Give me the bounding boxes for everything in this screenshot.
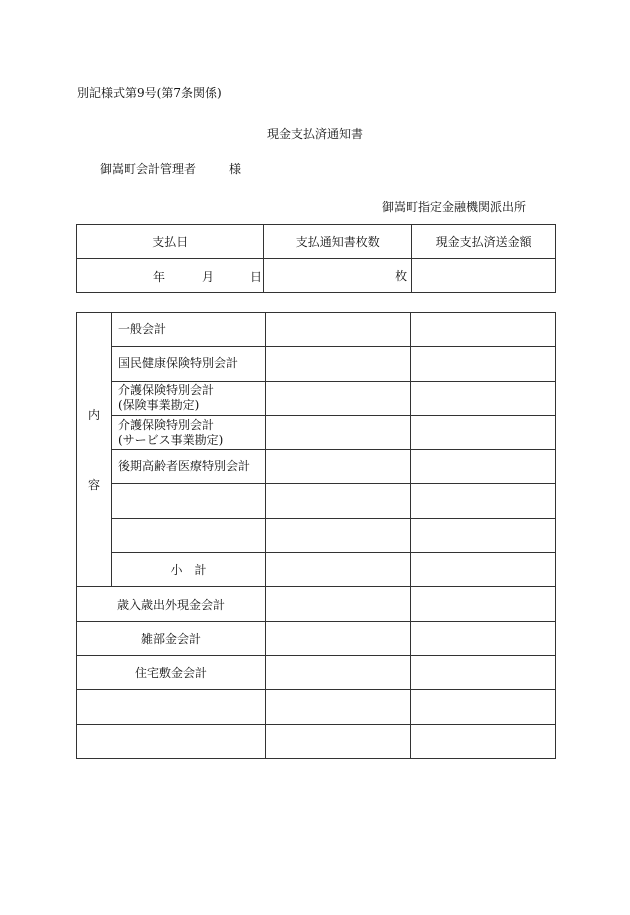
row-label-line2: (保険事業勘定) — [118, 398, 200, 413]
row-label-line2: (サービス事業勘定) — [118, 432, 224, 447]
row-label: 歳入歳出外現金会計 — [77, 587, 266, 621]
other-account-row — [77, 655, 556, 689]
form-number: 別記様式第9号(第7条関係) — [77, 86, 222, 100]
row-label: 雑部金会計 — [77, 621, 266, 655]
other-account-row — [77, 621, 556, 655]
payment-date-field[interactable] — [77, 259, 264, 293]
amount-cell[interactable] — [411, 655, 556, 689]
side-label-top: 内 — [87, 407, 100, 422]
addressee-name: 御嵩町会計管理者 — [100, 162, 197, 176]
amount-cell[interactable] — [411, 484, 556, 518]
header-amount: 現金支払済送金額 — [412, 225, 556, 259]
subtotal-label: 小 計 — [112, 553, 266, 587]
amount-cell[interactable] — [411, 553, 556, 587]
amount-cell[interactable] — [411, 724, 556, 758]
other-account-row — [77, 587, 556, 621]
count-cell[interactable] — [266, 587, 411, 621]
detail-row — [77, 450, 556, 484]
detail-row — [77, 347, 556, 381]
amount-cell[interactable] — [411, 381, 556, 415]
row-label[interactable] — [77, 724, 266, 758]
amount-cell[interactable] — [411, 415, 556, 449]
count-cell[interactable] — [266, 415, 411, 449]
row-label: 一般会計 — [112, 313, 266, 347]
document-title: 現金支払済通知書 — [266, 127, 363, 141]
row-label[interactable] — [112, 484, 266, 518]
count-cell[interactable] — [266, 450, 411, 484]
count-unit: 枚 — [395, 269, 408, 283]
row-label-line1: 介護保険特別会計 — [118, 417, 215, 432]
header-payment-date: 支払日 — [77, 225, 264, 259]
header-notice-count: 支払通知書枚数 — [264, 225, 412, 259]
amount-cell[interactable] — [411, 690, 556, 724]
count-cell[interactable] — [266, 690, 411, 724]
honorific: 様 — [229, 162, 242, 176]
row-label: 住宅敷金会計 — [77, 655, 266, 689]
count-cell[interactable] — [266, 381, 411, 415]
other-account-row — [77, 724, 556, 758]
count-cell[interactable] — [266, 484, 411, 518]
amount-field[interactable] — [412, 259, 556, 293]
detail-row — [77, 381, 556, 415]
row-label[interactable] — [112, 518, 266, 552]
subtotal-row — [77, 553, 556, 587]
amount-cell[interactable] — [411, 313, 556, 347]
row-label — [112, 415, 266, 449]
summary-table — [76, 224, 556, 293]
row-label[interactable] — [77, 690, 266, 724]
detail-row — [77, 415, 556, 449]
sender: 御嵩町指定金融機関派出所 — [381, 200, 526, 214]
row-label — [112, 381, 266, 415]
row-label-line1: 介護保険特別会計 — [118, 383, 215, 398]
amount-cell[interactable] — [411, 621, 556, 655]
summary-header-row — [77, 225, 556, 259]
amount-cell[interactable] — [411, 587, 556, 621]
count-cell[interactable] — [266, 347, 411, 381]
row-label: 後期高齢者医療特別会計 — [112, 450, 266, 484]
amount-cell[interactable] — [411, 450, 556, 484]
detail-row — [77, 484, 556, 518]
detail-row — [77, 518, 556, 552]
contents-side-label — [77, 313, 112, 587]
other-account-row — [77, 690, 556, 724]
count-cell[interactable] — [266, 621, 411, 655]
summary-entry-row — [77, 259, 556, 293]
year-label: 年 — [153, 270, 166, 284]
detail-row — [77, 313, 556, 347]
detail-table — [76, 312, 556, 759]
amount-cell[interactable] — [411, 347, 556, 381]
amount-cell[interactable] — [411, 518, 556, 552]
row-label: 国民健康保険特別会計 — [112, 347, 266, 381]
count-cell[interactable] — [266, 655, 411, 689]
side-label-bottom: 容 — [87, 477, 100, 492]
count-cell[interactable] — [266, 553, 411, 587]
addressee — [100, 160, 241, 177]
count-cell[interactable] — [266, 518, 411, 552]
count-cell[interactable] — [266, 724, 411, 758]
day-label: 日 — [250, 270, 263, 284]
count-cell[interactable] — [266, 313, 411, 347]
month-label: 月 — [202, 270, 215, 284]
notice-count-field[interactable] — [264, 259, 412, 293]
